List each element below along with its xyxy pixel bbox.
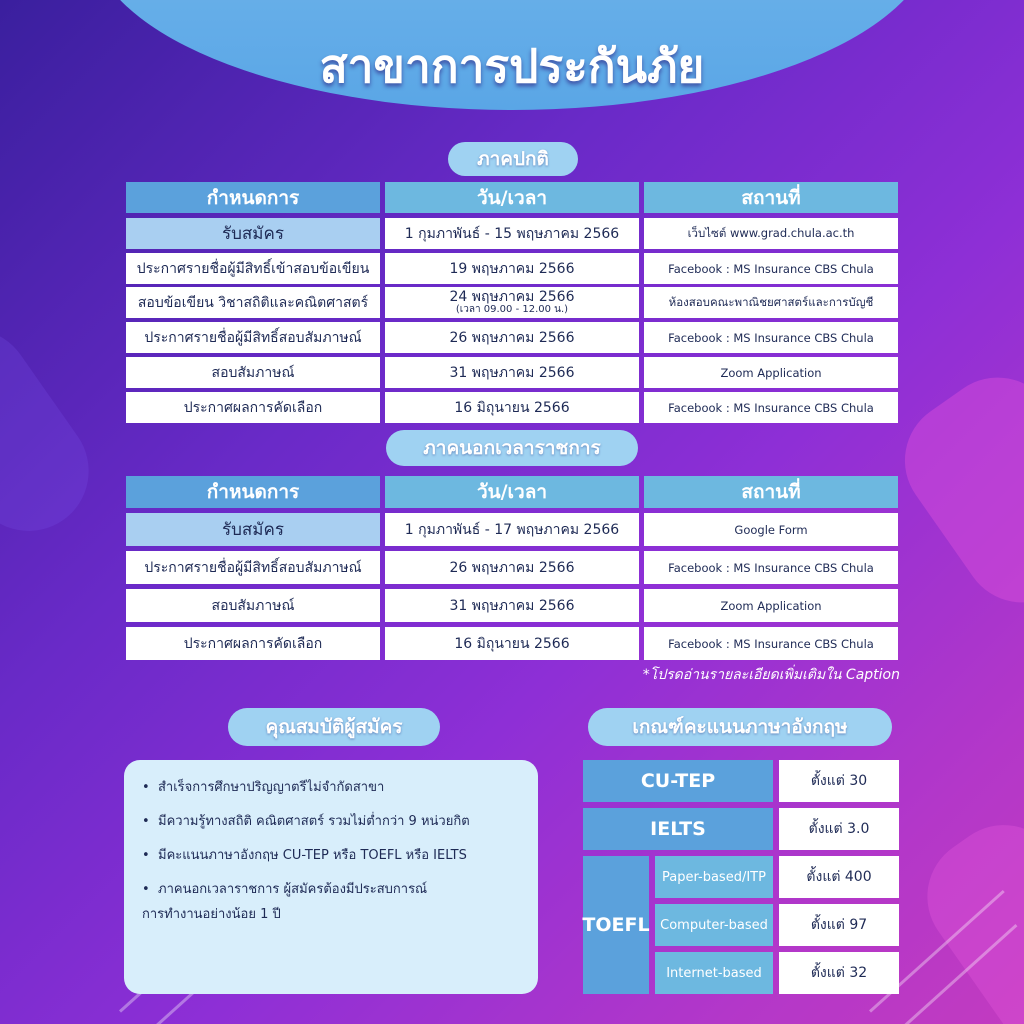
row-place: Zoom Application	[644, 589, 898, 622]
list-item: • มีความรู้ทางสถิติ คณิตศาสตร์ รวมไม่ต่ำกว่า 9 หน่วยกิต	[142, 812, 524, 832]
list-item-line: การทำงานอย่างน้อย 1 ปี	[142, 906, 281, 922]
toefl-paper-value: ตั้งแต่ 400	[779, 856, 899, 898]
decorative-shape	[881, 354, 1024, 626]
table-row	[126, 627, 898, 660]
row-place: Facebook : MS Insurance CBS Chula	[644, 551, 898, 584]
table-row	[126, 287, 898, 318]
row-place: Zoom Application	[644, 357, 898, 388]
row-date: 1 กุมภาพันธ์ - 15 พฤษภาคม 2566	[385, 218, 639, 249]
row-date: 31 พฤษภาคม 2566	[385, 357, 639, 388]
toefl-paper-label: Paper-based/ITP	[655, 856, 773, 898]
qualifications-pill: คุณสมบัติผู้สมัคร	[228, 708, 440, 746]
row-place: Facebook : MS Insurance CBS Chula	[644, 253, 898, 284]
row-date: 31 พฤษภาคม 2566	[385, 589, 639, 622]
decorative-shape	[904, 802, 1024, 1024]
row-place: Facebook : MS Insurance CBS Chula	[644, 322, 898, 353]
header-place: สถานที่	[644, 476, 898, 508]
row-date-time: (เวลา 09.00 - 12.00 น.)	[455, 303, 569, 315]
row-event: ประกาศรายชื่อผู้มีสิทธิ์สอบสัมภาษณ์	[126, 551, 380, 584]
row-event: ประกาศรายชื่อผู้มีสิทธิ์สอบสัมภาษณ์	[126, 322, 380, 353]
table-row	[126, 357, 898, 388]
row-event: รับสมัคร	[126, 218, 380, 249]
english-criteria-pill: เกณฑ์คะแนนภาษาอังกฤษ	[588, 708, 892, 746]
ielts-value: ตั้งแต่ 3.0	[779, 808, 899, 850]
row-event: ประกาศผลการคัดเลือก	[126, 627, 380, 660]
section-evening-pill: ภาคนอกเวลาราชการ	[386, 430, 638, 466]
row-place: เว็บไซต์ www.grad.chula.ac.th	[644, 218, 898, 249]
row-place: Facebook : MS Insurance CBS Chula	[644, 627, 898, 660]
table-row	[126, 513, 898, 546]
row-event: สอบสัมภาษณ์	[126, 589, 380, 622]
row-date-cell	[385, 287, 639, 318]
row-event: สอบสัมภาษณ์	[126, 357, 380, 388]
header-event: กำหนดการ	[126, 182, 380, 213]
row-date: 16 มิถุนายน 2566	[385, 392, 639, 423]
list-item: • มีคะแนนภาษาอังกฤษ CU-TEP หรือ TOEFL หรือ IELTS	[142, 846, 524, 866]
qualifications-box	[124, 760, 538, 994]
row-place: ห้องสอบคณะพาณิชยศาสตร์และการบัญชี	[644, 287, 898, 318]
row-date: 26 พฤษภาคม 2566	[385, 551, 639, 584]
qualifications-list	[142, 778, 524, 925]
table-row	[126, 322, 898, 353]
row-date: 1 กุมภาพันธ์ - 17 พฤษภาคม 2566	[385, 513, 639, 546]
cutep-label: CU-TEP	[583, 760, 773, 802]
row-event: ประกาศผลการคัดเลือก	[126, 392, 380, 423]
table-row	[126, 551, 898, 584]
table-header	[126, 476, 898, 508]
row-date: 19 พฤษภาคม 2566	[385, 253, 639, 284]
header-date: วัน/เวลา	[385, 476, 639, 508]
table-header	[126, 182, 898, 213]
header-date: วัน/เวลา	[385, 182, 639, 213]
toefl-label: TOEFL	[583, 856, 649, 994]
row-place: Google Form	[644, 513, 898, 546]
row-date: 26 พฤษภาคม 2566	[385, 322, 639, 353]
header-event: กำหนดการ	[126, 476, 380, 508]
row-event: ประกาศรายชื่อผู้มีสิทธิ์เข้าสอบข้อเขียน	[126, 253, 380, 284]
decorative-shape	[0, 305, 112, 554]
list-item-line: ภาคนอกเวลาราชการ ผู้สมัครต้องมีประสบการณ์	[158, 882, 428, 898]
row-place: Facebook : MS Insurance CBS Chula	[644, 392, 898, 423]
table-row	[126, 589, 898, 622]
toefl-computer-label: Computer-based	[655, 904, 773, 946]
header-place: สถานที่	[644, 182, 898, 213]
row-event: รับสมัคร	[126, 513, 380, 546]
row-date: 24 พฤษภาคม 2566	[449, 288, 575, 305]
toefl-internet-value: ตั้งแต่ 32	[779, 952, 899, 994]
caption-note: *โปรดอ่านรายละเอียดเพิ่มเติมใน Caption	[642, 667, 900, 683]
toefl-computer-value: ตั้งแต่ 97	[779, 904, 899, 946]
decorative-stripe	[904, 924, 1017, 1024]
cutep-value: ตั้งแต่ 30	[779, 760, 899, 802]
list-item	[142, 880, 524, 924]
ielts-label: IELTS	[583, 808, 773, 850]
table-row	[126, 253, 898, 284]
row-date: 16 มิถุนายน 2566	[385, 627, 639, 660]
list-item: • สำเร็จการศึกษาปริญญาตรีไม่จำกัดสาขา	[142, 778, 524, 798]
section-regular-pill: ภาคปกติ	[448, 142, 578, 176]
row-event: สอบข้อเขียน วิชาสถิติและคณิตศาสตร์	[126, 287, 380, 318]
table-row	[126, 392, 898, 423]
toefl-internet-label: Internet-based	[655, 952, 773, 994]
table-row	[126, 218, 898, 249]
page-title: สาขาการประกันภัย	[319, 39, 705, 93]
